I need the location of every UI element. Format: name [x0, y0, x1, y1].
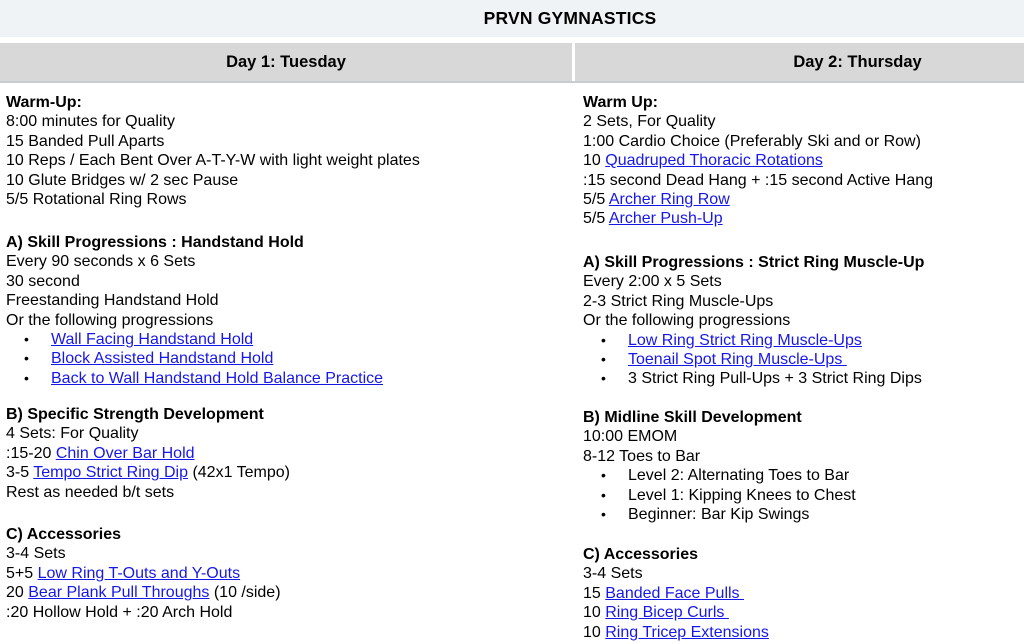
workout-line [6, 190, 568, 209]
text-segment: 3 Strict Ring Pull-Ups + 3 Strict Ring Dips [628, 370, 922, 388]
text-segment: 10:00 EMOM [583, 428, 678, 446]
workout-line [583, 331, 1024, 350]
text-segment: 8-12 Toes to Bar [583, 447, 701, 465]
exercise-link[interactable]: Ring Tricep Extensions [605, 623, 769, 641]
workout-line [583, 505, 1024, 524]
workout-line [6, 151, 568, 170]
section-b [6, 405, 568, 502]
text-segment: 10 [583, 152, 606, 170]
exercise-link[interactable]: Bear Plank Pull Throughs [28, 584, 210, 602]
text-segment: 10 Glute Bridges w/ 2 sec Pause [6, 171, 239, 189]
workout-line [583, 112, 1024, 131]
text-segment: Warm-Up: [6, 94, 82, 111]
workout-line [583, 369, 1024, 388]
text-segment: Or the following progressions [583, 312, 791, 330]
text-segment: :15-20 [6, 444, 56, 462]
text-segment: Every 90 seconds x 6 Sets [6, 253, 196, 271]
text-segment: 3-5 [6, 464, 34, 482]
text-segment: 5+5 [6, 564, 38, 582]
text-segment: 10 [583, 604, 606, 622]
text-segment: 2-3 Strict Ring Muscle-Ups [583, 292, 774, 310]
text-segment: (42x1 Tempo) [188, 464, 290, 482]
exercise-link[interactable]: Chin Over Bar Hold [55, 444, 195, 462]
text-segment: Or the following progressions [6, 311, 214, 329]
text-segment: Level 1: Kipping Knees to Chest [628, 486, 856, 504]
text-segment: 4 Sets: For Quality [6, 425, 139, 443]
exercise-link[interactable]: Back to Wall Handstand Hold Balance Practice [51, 369, 384, 387]
exercise-link[interactable]: Wall Facing Handstand Hold [51, 330, 254, 348]
exercise-link[interactable]: Archer Push-Up [608, 210, 723, 228]
text-segment: Beginner: Bar Kip Swings [628, 505, 810, 523]
exercise-link[interactable]: Block Assisted Handstand Hold [51, 350, 274, 368]
text-segment: :20 Hollow Hold + :20 Arch Hold [6, 603, 233, 621]
day2-column [583, 0, 1024, 644]
workout-line [583, 427, 1024, 446]
workout-line [583, 132, 1024, 151]
workout-line [6, 252, 568, 271]
text-segment: 10 Reps / Each Bent Over A-T-Y-W with light weight plates [6, 152, 420, 170]
workout-line [6, 463, 568, 482]
workout-line [583, 584, 1024, 603]
page-title: PRVN GYMNASTICS [483, 8, 657, 28]
text-segment: Freestanding Handstand Hold [6, 292, 219, 310]
workout-line [6, 311, 568, 330]
text-segment: C) Accessories [6, 526, 122, 543]
bullet-marker: • [601, 467, 606, 484]
text-segment: C) Accessories [583, 546, 699, 563]
workout-line [6, 349, 568, 368]
text-segment: Warm Up: [583, 94, 658, 111]
workout-line [583, 603, 1024, 622]
section-warmup [583, 93, 1024, 229]
text-segment: 3-4 Sets [583, 565, 643, 583]
workout-line [6, 132, 568, 151]
day1-column [6, 0, 568, 644]
text-segment: 2 Sets, For Quality [583, 113, 716, 131]
workout-line [583, 311, 1024, 330]
text-segment: 15 Banded Pull Aparts [6, 132, 165, 150]
exercise-link[interactable]: Low Ring T-Outs and Y-Outs [37, 564, 241, 582]
workout-line [583, 350, 1024, 369]
day2-header-label: Day 2: Thursday [793, 52, 922, 71]
workout-line [6, 369, 568, 388]
text-segment: 15 [583, 584, 606, 602]
workout-line [6, 583, 568, 602]
workout-line [583, 151, 1024, 170]
day1-header-label: Day 1: Tuesday [226, 52, 346, 71]
section-c [583, 545, 1024, 642]
text-segment: Level 2: Alternating Toes to Bar [628, 467, 850, 485]
workout-line [583, 209, 1024, 228]
workout-line [6, 483, 568, 502]
workout-line [6, 272, 568, 291]
exercise-link[interactable]: Quadruped Thoracic Rotations [605, 152, 823, 170]
text-segment: 3-4 Sets [6, 545, 66, 563]
section-a [6, 233, 568, 388]
exercise-link[interactable]: Banded Face Pulls [605, 584, 744, 602]
workout-line [583, 564, 1024, 583]
section-heading [6, 525, 568, 544]
section-heading [6, 405, 568, 424]
bullet-marker: • [24, 330, 29, 347]
exercise-link[interactable]: Tempo Strict Ring Dip [33, 464, 188, 482]
workout-line [6, 444, 568, 463]
workout-line [583, 486, 1024, 505]
workout-line [583, 190, 1024, 209]
text-segment: 5/5 Rotational Ring Rows [6, 190, 187, 208]
text-segment: :15 second Dead Hang + :15 second Active Hang [583, 171, 934, 189]
workout-line [6, 330, 568, 349]
text-segment: A) Skill Progressions : Handstand Hold [6, 234, 304, 251]
workout-line [6, 171, 568, 190]
text-segment: 5/5 [583, 190, 609, 208]
section-heading [583, 253, 1024, 272]
section-heading [583, 93, 1024, 112]
workout-line [583, 272, 1024, 291]
text-segment: A) Skill Progressions : Strict Ring Muscle-Up [583, 254, 925, 271]
workout-line [6, 424, 568, 443]
text-segment: 5/5 [583, 210, 609, 228]
section-heading [6, 233, 568, 252]
bullet-marker: • [601, 505, 606, 522]
workout-line [6, 544, 568, 563]
workout-line [6, 291, 568, 310]
workout-line [583, 623, 1024, 642]
section-heading [583, 408, 1024, 427]
section-warmup [6, 93, 568, 209]
workout-line [583, 171, 1024, 190]
bullet-marker: • [601, 486, 606, 503]
workout-line [6, 603, 568, 622]
text-segment: 10 [583, 623, 606, 641]
section-c [6, 525, 568, 622]
text-segment: B) Specific Strength Development [6, 406, 264, 423]
workout-line [6, 112, 568, 131]
exercise-link[interactable]: Archer Ring Row [608, 190, 730, 208]
section-a [583, 253, 1024, 389]
section-heading [6, 93, 568, 112]
workout-line [583, 292, 1024, 311]
workout-line [6, 564, 568, 583]
section-heading [583, 545, 1024, 564]
text-segment: 20 [6, 584, 29, 602]
text-segment: 8:00 minutes for Quality [6, 113, 175, 131]
exercise-link[interactable]: Toenail Spot Ring Muscle-Ups [628, 350, 847, 368]
text-segment: B) Midline Skill Development [583, 409, 802, 426]
bullet-marker: • [601, 350, 606, 367]
text-segment: Rest as needed b/t sets [6, 483, 175, 501]
text-segment: 30 second [6, 272, 80, 290]
bullet-marker: • [24, 350, 29, 367]
text-segment: 1:00 Cardio Choice (Preferably Ski and or Row) [583, 132, 921, 150]
text-segment: Every 2:00 x 5 Sets [583, 273, 722, 291]
workout-line [583, 447, 1024, 466]
bullet-marker: • [601, 331, 606, 348]
exercise-link[interactable]: Ring Bicep Curls [605, 604, 729, 622]
text-segment: (10 /side) [209, 584, 281, 602]
bullet-marker: • [24, 369, 29, 386]
workout-line [583, 466, 1024, 485]
exercise-link[interactable]: Low Ring Strict Ring Muscle-Ups [628, 331, 862, 349]
section-b [583, 408, 1024, 524]
bullet-marker: • [601, 370, 606, 387]
